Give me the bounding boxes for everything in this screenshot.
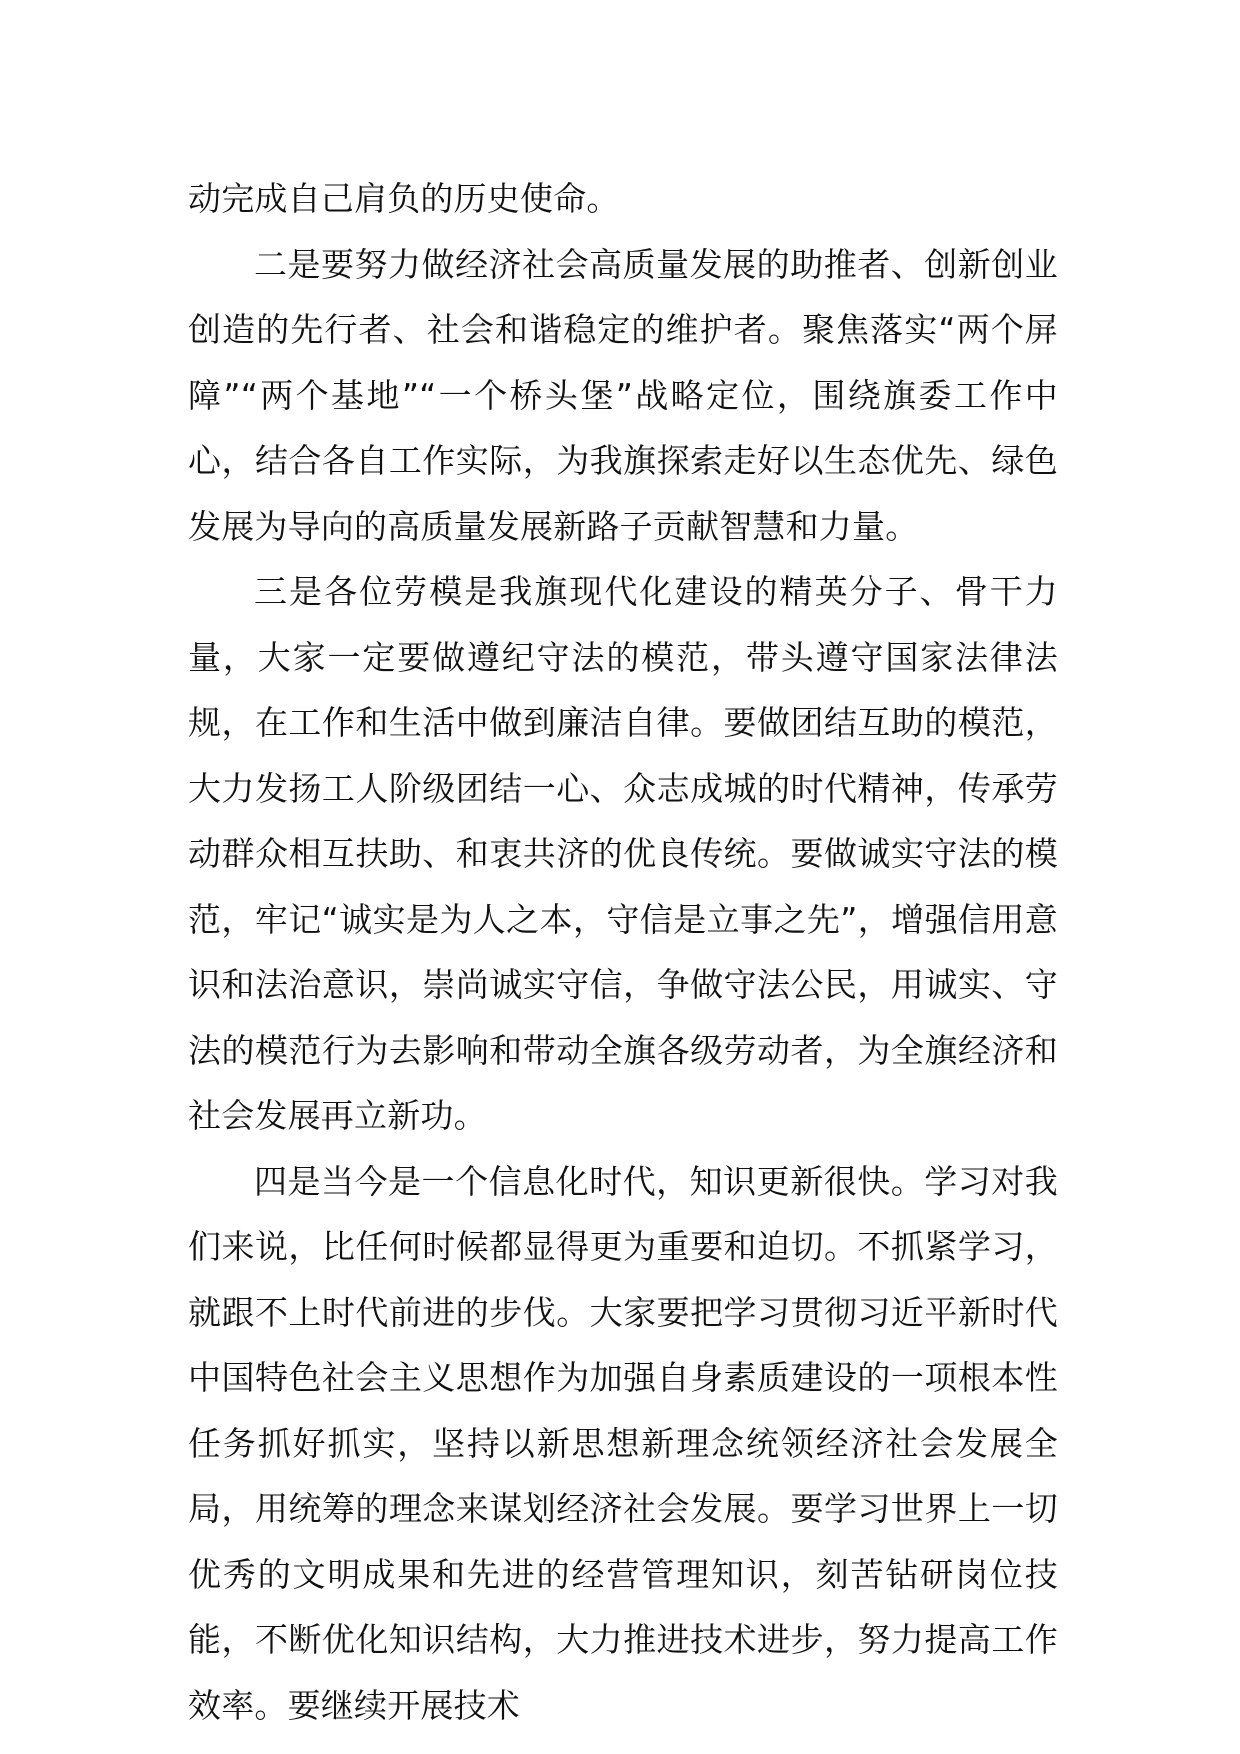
paragraph-continuation: 动完成自己肩负的历史使命。: [188, 179, 620, 218]
paragraph-point-three: 三是各位劳模是我旗现代化建设的精英分子、骨干力量，大家一定要做遵纪守法的模范，带头遵守国家法律法规，在工作和生活中做到廉洁自律。要做团结互助的模范，大力发扬工人阶级团结一心、众志成城的时代精神，传承劳动群众相互扶助、和衷共济的优良传统。要做诚实守法的模范，牢记“诚实是为人之本，守信是立事之先”，增强信用意识和法治意识，崇尚诚实守信，争做守法公民，用诚实、守法的模范行为去影响和带动全旗各级劳动者，为全旗经济和社会发展再立新功。: [188, 572, 1058, 1135]
body-text: [188, 166, 1058, 1738]
paragraph-point-two: 二是要努力做经济社会高质量发展的助推者、创新创业创造的先行者、社会和谐稳定的维护者。聚焦落实“两个屏障”“两个基地”“一个桥头堡”战略定位，围绕旗委工作中心，结合各自工作实际，为我旗探索走好以生态优先、绿色发展为导向的高质量发展新路子贡献智慧和力量。: [188, 244, 1058, 546]
paragraph-point-four: 四是当今是一个信息化时代，知识更新很快。学习对我们来说，比任何时候都显得更为重要和迫切。不抓紧学习，就跟不上时代前进的步伐。大家要把学习贯彻习近平新时代中国特色社会主义思想作为加强自身素质建设的一项根本性任务抓好抓实，坚持以新思想新理念统领经济社会发展全局，用统筹的理念来谋划经济社会发展。要学习世界上一切优秀的文明成果和先进的经营管理知识，刻苦钻研岗位技能，不断优化知识结构，大力推进技术进步，努力提高工作效率。要继续开展技术: [188, 1161, 1058, 1725]
